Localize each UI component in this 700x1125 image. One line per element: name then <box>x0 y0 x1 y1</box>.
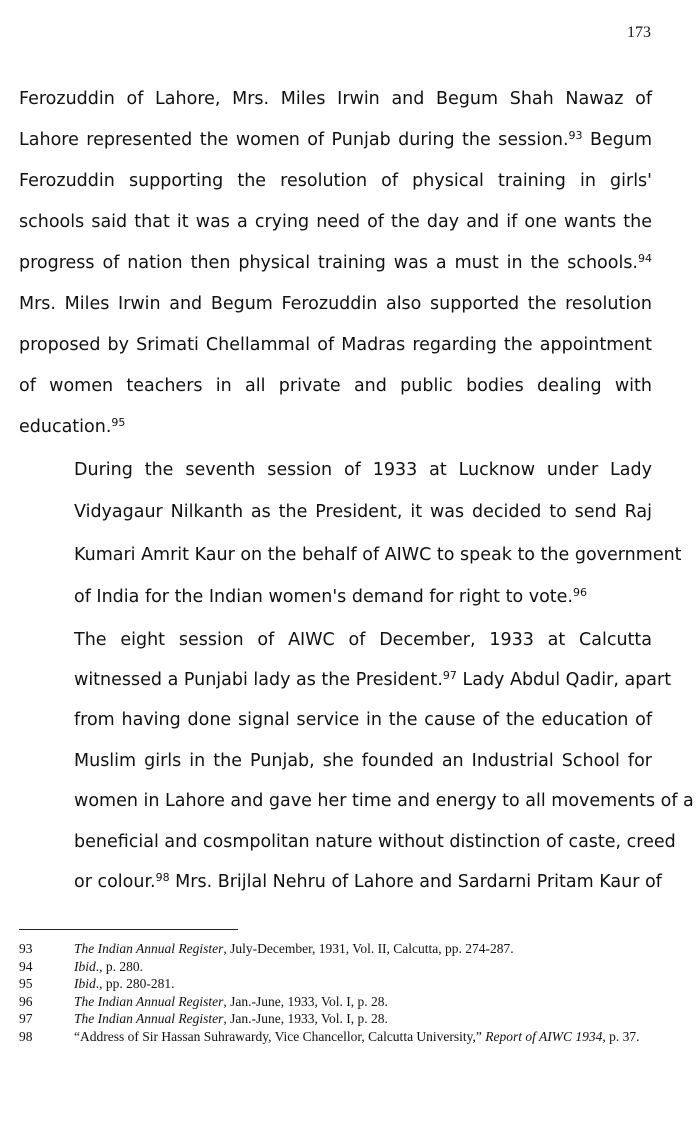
footnote <box>19 993 652 1011</box>
footnote <box>19 1010 652 1028</box>
citation-text: , Jan.-June, 1933, Vol. I, p. 28. <box>223 1011 388 1026</box>
text-line <box>19 120 652 161</box>
footnote-ref: 96 <box>572 586 587 600</box>
paragraph <box>19 620 694 903</box>
text-line <box>19 161 652 202</box>
text-segment: of women teachers in all private and public bodies dealing with <box>19 376 652 396</box>
text-segment: The eight session of AIWC of December, 1933 at Calcutta <box>74 629 652 650</box>
footnotes <box>19 940 652 1045</box>
footnote-text <box>74 975 652 993</box>
text-line <box>19 862 662 902</box>
citation-title: The Indian Annual Register <box>74 993 224 1009</box>
text-line <box>19 781 694 821</box>
text-line <box>19 700 652 740</box>
text-segment: Lady Abdul Qadir, apart <box>456 670 672 691</box>
footnote-ref: 95 <box>111 416 126 429</box>
text-line <box>19 620 652 660</box>
text-segment: During the seventh session of 1933 at Lucknow under Lady <box>74 460 652 480</box>
footnote-ref: 98 <box>155 871 170 885</box>
paragraph <box>19 79 652 448</box>
footnote-number: 96 <box>19 993 33 1009</box>
text-segment: Mrs. Brijlal Nehru of Lahore and Sardarni Pritam Kaur of <box>169 872 662 893</box>
text-segment: proposed by Srimati Chellammal of Madras regarding the appointment <box>19 335 652 355</box>
text-segment: Ferozuddin of Lahore, Mrs. Miles Irwin and Begum Shah Nawaz of <box>19 89 652 109</box>
footnote-number: 98 <box>19 1028 33 1044</box>
citation-text: ., p. 280. <box>95 958 143 974</box>
text-line <box>19 822 676 862</box>
footnote-number: 97 <box>19 1011 33 1026</box>
text-line <box>19 491 652 533</box>
text-segment: witnessed a Punjabi lady as the President. <box>74 670 443 691</box>
footnote-ref: 93 <box>568 129 583 142</box>
footnote <box>19 975 652 993</box>
footnote-number: 95 <box>19 976 33 991</box>
footnote-text <box>74 1028 652 1046</box>
footnote <box>19 1028 652 1046</box>
text-segment: Lahore represented the women of Punjab during the session. <box>19 130 569 150</box>
footnote-text <box>74 1010 652 1028</box>
text-segment: education. <box>19 417 112 437</box>
footnote-ref: 94 <box>638 252 652 265</box>
text-line <box>19 202 652 243</box>
text-segment: Vidyagaur Nilkanth as the President, it was decided to send Raj <box>74 502 652 523</box>
text-line <box>19 284 652 325</box>
footnote-number: 93 <box>19 941 33 956</box>
text-line <box>19 534 682 576</box>
text-segment: progress of nation then physical training was a must in the schools. <box>19 253 638 273</box>
text-line <box>19 660 672 700</box>
footnote-text <box>74 940 652 958</box>
citation-text: , p. 37. <box>602 1028 640 1044</box>
citation-text: , Jan.-June, 1933, Vol. I, p. 28. <box>223 993 388 1009</box>
footnote-ref: 97 <box>442 669 457 683</box>
text-segment: women in Lahore and gave her time and energy to all movements of a <box>74 791 694 812</box>
page-number: 173 <box>627 24 651 41</box>
text-segment: Ferozuddin supporting the resolution of physical training in girls' <box>19 171 652 191</box>
footnote-divider <box>19 929 238 930</box>
footnote-number: 94 <box>19 958 33 974</box>
citation-title: The Indian Annual Register <box>74 941 224 956</box>
footnote-text <box>74 958 652 976</box>
text-segment: schools said that it was a crying need of the day and if one wants the <box>19 212 652 232</box>
text-line <box>19 366 652 407</box>
citation-text: “Address of Sir Hassan Suhrawardy, Vice Chancellor, Calcutta University,” <box>74 1028 486 1044</box>
footnote <box>19 958 652 976</box>
text-segment: or colour. <box>74 872 156 893</box>
text-segment: of India for the Indian women's demand for right to vote. <box>74 587 573 608</box>
citation-text: , July-December, 1931, Vol. II, Calcutta, pp. 274-287. <box>223 941 514 956</box>
body-text <box>19 79 694 902</box>
text-line <box>19 79 652 120</box>
text-segment: Mrs. Miles Irwin and Begum Ferozuddin also supported the resolution <box>19 294 652 314</box>
text-segment: Kumari Amrit Kaur on the behalf of AIWC to speak to the government <box>74 544 682 565</box>
text-segment: Muslim girls in the Punjab, she founded an Industrial School for <box>74 750 652 771</box>
footnote <box>19 940 652 958</box>
citation-text: ., pp. 280-281. <box>95 976 175 991</box>
text-line <box>19 243 652 284</box>
citation-title: Ibid <box>74 958 96 974</box>
text-line <box>19 449 652 491</box>
text-line <box>19 407 652 448</box>
paragraph <box>19 449 682 619</box>
text-segment: Begum <box>582 130 652 150</box>
text-line <box>19 576 652 618</box>
text-line <box>19 325 652 366</box>
citation-title: Report of AIWC 1934 <box>485 1028 603 1044</box>
text-segment: from having done signal service in the cause of the education of <box>74 710 652 731</box>
citation-title: The Indian Annual Register <box>74 1011 224 1026</box>
text-line <box>19 741 652 781</box>
text-segment: beneficial and cosmpolitan nature without distinction of caste, creed <box>74 831 676 852</box>
footnote-text <box>74 993 652 1011</box>
citation-title: Ibid <box>74 976 96 991</box>
